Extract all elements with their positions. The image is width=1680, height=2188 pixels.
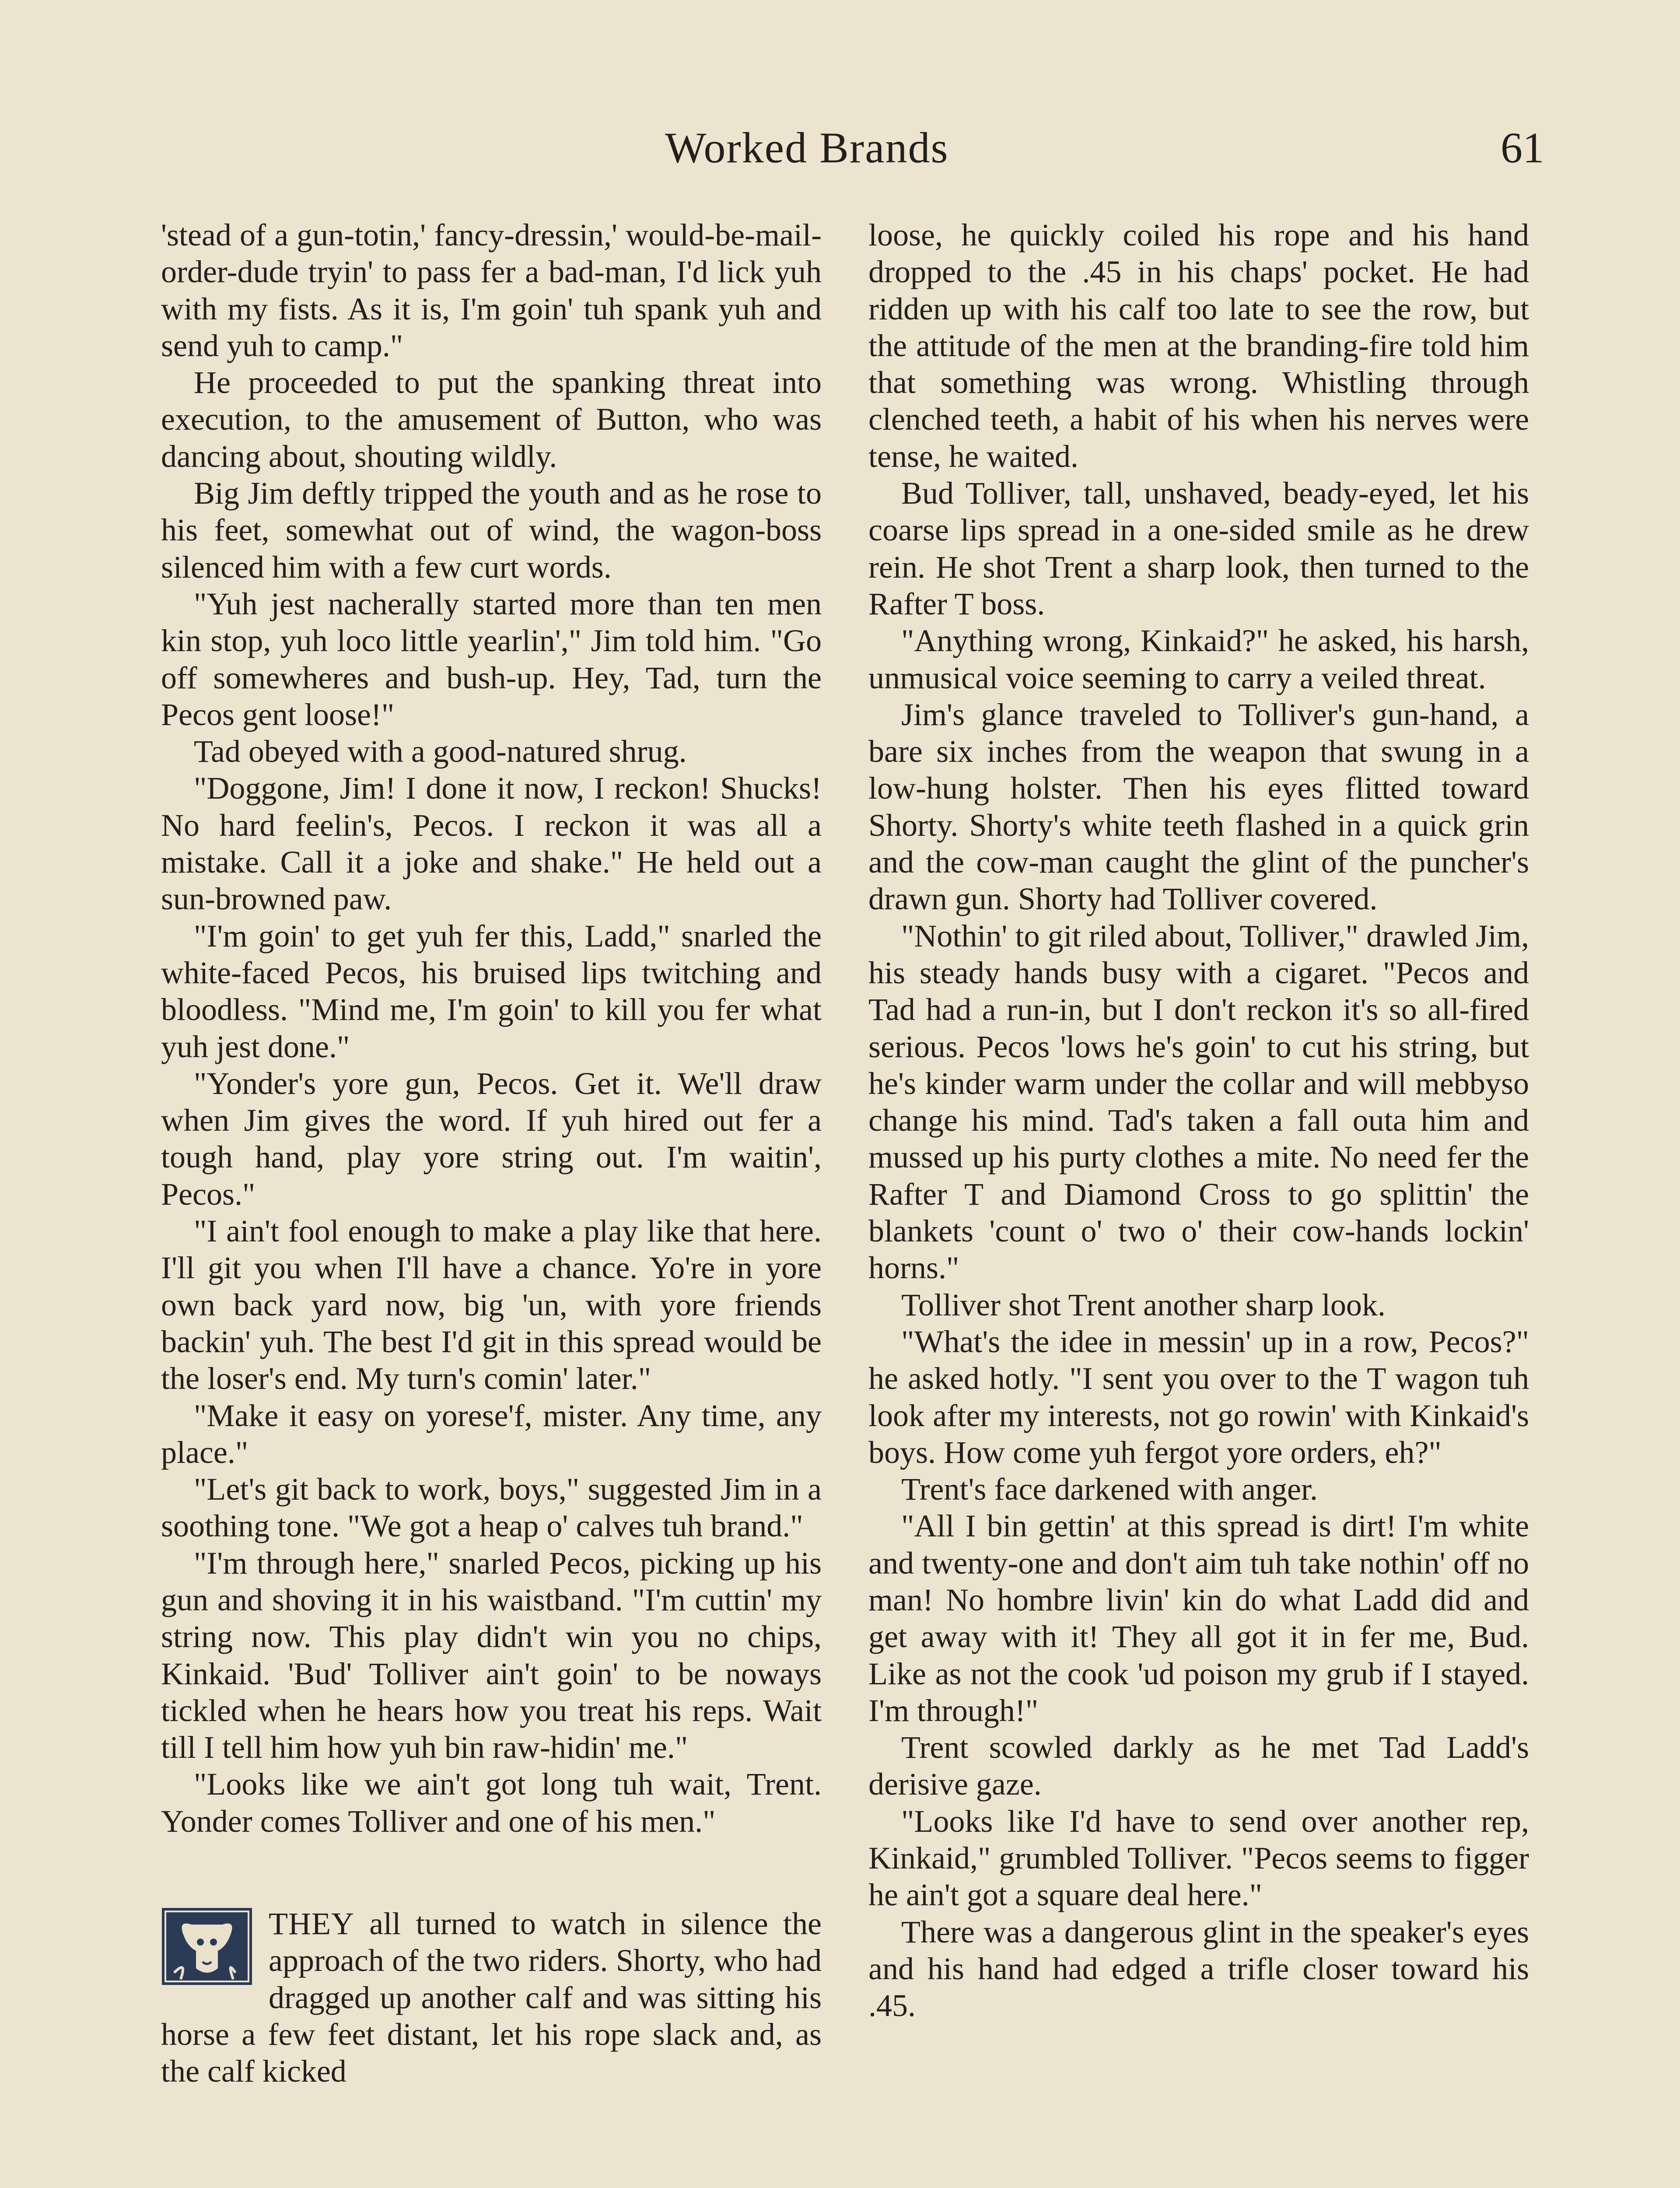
steer-ornament-icon [161, 1907, 253, 1986]
page-number: 61 [1501, 123, 1544, 172]
paragraph: "Yuh jest nacherally started more than ten men kin stop, yuh loco little yearlin'," Jim told him. "Go off somewheres and bush-up. Hey, Tad, turn the Pecos gent loose!" [161, 586, 822, 732]
paragraph: "I'm through here," snarled Pecos, picking up his gun and shoving it in his waistband. "I'm cuttin' my string now. This play didn't win you no chips, Kinkaid. 'Bud' Tolliver ain't goin' to be noways tickled when he hears how you treat his reps. Wait till I tell him how yuh bin raw-hidin' me." [161, 1545, 822, 1765]
paragraph: He proceeded to put the spanking threat into execution, to the amusement of Button, who was dancing about, shouting wildly. [161, 365, 822, 474]
paragraph: Jim's glance traveled to Tolliver's gun-hand, a bare six inches from the weapon that swung in a low-hung holster. Then his eyes flitted toward Shorty. Shorty's white teeth flashed in a quick grin and the cow-man caught the glint of the puncher's drawn gun. Shorty had Tolliver covered. [868, 697, 1529, 917]
section-lead-words: THEY [269, 1906, 354, 1942]
paragraph: Big Jim deftly tripped the youth and as he rose to his feet, somewhat out of wind, the wagon-boss silenced him with a few curt words. [161, 476, 822, 585]
paragraph: "Make it easy on yorese'f, mister. Any time, any place." [161, 1398, 822, 1470]
paragraph: "I ain't fool enough to make a play like that here. I'll git you when I'll have a chance. Yo're in yore own back yard now, big 'un, with yore friends backin' yuh. The best I'd git in this spread would be the loser's end. My turn's comin' later." [161, 1213, 822, 1396]
paragraph: "What's the idee in messin' up in a row, Pecos?" he asked hotly. "I sent you over to the T wagon tuh look after my interests, not go rowin' with Kinkaid's boys. How come yuh fergot yore orders, eh?" [868, 1324, 1529, 1470]
paragraph: loose, he quickly coiled his rope and his hand dropped to the .45 in his chaps' pocket. He had ridden up with his calf too late to see the row, but the attitude of the men at the branding-fire told him that something was wrong. Whistling through clenched teeth, a habit of his when his nerves were tense, he waited. [868, 217, 1529, 474]
paragraph: "Doggone, Jim! I done it now, I reckon! Shucks! No hard feelin's, Pecos. I reckon it was all a mistake. Call it a joke and shake." He held out a sun-browned paw. [161, 771, 822, 917]
paragraph: Bud Tolliver, tall, unshaved, beady-eyed, let his coarse lips spread in a one-sided smile as he drew rein. He shot Trent a sharp look, then turned to the Rafter T boss. [868, 476, 1529, 621]
paragraph: Tad obeyed with a good-natured shrug. [194, 734, 687, 769]
paragraph: "Yonder's yore gun, Pecos. Get it. We'll draw when Jim gives the word. If yuh hired out fer a tough hand, play yore string out. I'm waitin', Pecos." [161, 1066, 822, 1212]
left-text-column [161, 217, 822, 2090]
paragraph: "Looks like we ain't got long tuh wait, Trent. Yonder comes Tolliver and one of his men." [161, 1767, 822, 1839]
paragraph: "Let's git back to work, boys," suggested Jim in a soothing tone. "We got a heap o' calves tuh brand." [161, 1472, 822, 1544]
paragraph: 'stead of a gun-totin,' fancy-dressin,' would-be-mail-order-dude tryin' to pass fer a bad-man, I'd lick yuh with my fists. As it is, I'm goin' tuh spank yuh and send yuh to camp." [161, 217, 822, 363]
paragraph: There was a dangerous glint in the speaker's eyes and his hand had edged a trifle closer toward his .45. [868, 1914, 1529, 2023]
section-opening-paragraph [161, 1905, 822, 2090]
paragraph: "I'm goin' to get yuh fer this, Ladd," snarled the white-faced Pecos, his bruised lips twitching and bloodless. "Mind me, I'm goin' to kill you fer what yuh jest done." [161, 918, 822, 1064]
paragraph: "Nothin' to git riled about, Tolliver," drawled Jim, his steady hands busy with a cigaret. "Pecos and Tad had a run-in, but I don't reckon it's so all-fired serious. Pecos 'lows he's goin' to cut his string, but he's kinder warm under the collar and will mebbyso change his mind. Tad's taken a fall outa him and mussed up his purty clothes a mite. No need fer the Rafter T and Diamond Cross to go splittin' the blankets 'count o' two o' their cow-hands lockin' horns." [868, 918, 1529, 1286]
running-header-title: Worked Brands [665, 123, 949, 172]
paragraph: "All I bin gettin' at this spread is dirt! I'm white and twenty-one and don't aim tuh take nothin' off no man! No hombre livin' kin do what Ladd did and get away with it! They all got it in fer me, Bud. Like as not the cook 'ud poison my grub if I stayed. I'm through!" [868, 1508, 1529, 1728]
paragraph: Trent scowled darkly as he met Tad Ladd's derisive gaze. [868, 1730, 1529, 1802]
paragraph: "Anything wrong, Kinkaid?" he asked, his harsh, unmusical voice seeming to carry a veiled threat. [868, 623, 1529, 695]
paragraph: Trent's face darkened with anger. [901, 1472, 1318, 1507]
right-text-column [868, 217, 1529, 2024]
section-opening-text: all turned to watch in silence the approach of the two riders. Shorty, who had dragged up another calf and was sitting his horse a few feet distant, let his rope slack and, as the calf kicked [161, 1906, 822, 2089]
paragraph: "Looks like I'd have to send over another rep, Kinkaid," grumbled Tolliver. "Pecos seems to figger he ain't got a square deal here." [868, 1803, 1529, 1913]
paragraph: Tolliver shot Trent another sharp look. [901, 1287, 1386, 1322]
